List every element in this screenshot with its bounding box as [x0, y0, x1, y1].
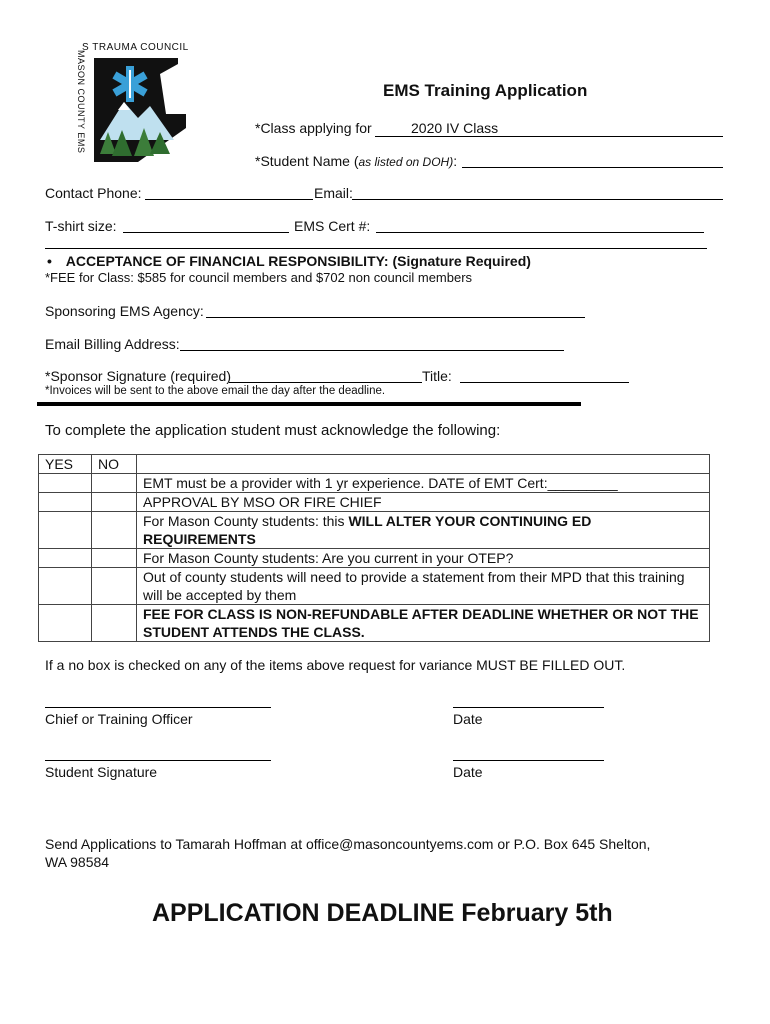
student-name-row	[255, 153, 457, 169]
student-signature-label: Student Signature	[45, 764, 158, 780]
no-checkbox[interactable]	[92, 605, 137, 642]
table-row	[39, 549, 710, 568]
sponsor-signature-label: *Sponsor Signature (required)	[45, 368, 231, 384]
acknowledge-intro: To complete the application student must acknowledge the following:	[45, 422, 501, 439]
row-text: FEE FOR CLASS IS NON-REFUNDABLE AFTER DEADLINE WHETHER OR NOT THE STUDENT ATTENDS THE CLASS.	[137, 605, 710, 642]
yes-checkbox[interactable]	[39, 549, 92, 568]
class-applying-row	[255, 120, 372, 136]
yes-checkbox[interactable]	[39, 568, 92, 605]
email-field[interactable]	[352, 199, 723, 200]
class-applying-field[interactable]	[375, 120, 723, 137]
sponsoring-agency-field[interactable]	[206, 317, 585, 318]
page-title: EMS Training Application	[383, 81, 588, 100]
col-item-header	[137, 455, 710, 474]
no-checkbox[interactable]	[92, 549, 137, 568]
sponsoring-agency-label: Sponsoring EMS Agency:	[45, 303, 204, 319]
yes-checkbox[interactable]	[39, 493, 92, 512]
table-row	[39, 493, 710, 512]
council-logo	[76, 42, 189, 164]
student-date-label: Date	[453, 764, 483, 780]
no-checkbox[interactable]	[92, 474, 137, 493]
financial-heading: ACCEPTANCE OF FINANCIAL RESPONSIBILITY: (Signature Required)	[65, 253, 531, 269]
table-row	[39, 512, 710, 549]
ems-cert-label: EMS Cert #:	[294, 218, 371, 234]
chief-date-label: Date	[453, 711, 483, 727]
yes-checkbox[interactable]	[39, 474, 92, 493]
student-date-field[interactable]	[453, 760, 604, 761]
logo-side-text: MASON COUNTY EMS	[76, 50, 86, 154]
contact-phone-label: Contact Phone:	[45, 185, 142, 201]
table-row	[39, 568, 710, 605]
divider-line	[45, 248, 707, 249]
row-text: For Mason County students: Are you current in your OTEP?	[137, 549, 710, 568]
col-yes-header: YES	[39, 455, 92, 474]
col-no-header: NO	[92, 455, 137, 474]
invoice-note: *Invoices will be sent to the above email the day after the deadline.	[45, 385, 386, 397]
no-checkbox[interactable]	[92, 568, 137, 605]
sponsor-title-label: Title:	[422, 368, 452, 384]
sponsor-title-field[interactable]	[460, 382, 629, 383]
no-checkbox[interactable]	[92, 512, 137, 549]
email-label: Email:	[314, 185, 353, 201]
ems-cert-field[interactable]	[376, 232, 704, 233]
variance-note: If a no box is checked on any of the items above request for variance MUST BE FILLED OUT.	[45, 657, 626, 673]
yes-checkbox[interactable]	[39, 512, 92, 549]
student-name-hint: as listed on DOH)	[358, 155, 454, 169]
chief-date-field[interactable]	[453, 707, 604, 708]
student-name-label: *Student Name (	[255, 153, 359, 169]
tshirt-field[interactable]	[123, 232, 289, 233]
financial-heading-row	[47, 253, 531, 269]
table-row	[39, 474, 710, 493]
row-text: Out of county students will need to provide a statement from their MPD that this training will be accepted by them	[137, 568, 710, 605]
class-applying-value: 2020 IV Class	[411, 120, 499, 136]
application-deadline: APPLICATION DEADLINE February 5th	[152, 899, 613, 927]
no-checkbox[interactable]	[92, 493, 137, 512]
emt-cert-date-field[interactable]: _________	[547, 475, 618, 491]
billing-address-field[interactable]	[180, 350, 564, 351]
contact-phone-field[interactable]	[145, 199, 313, 200]
tshirt-label: T-shirt size:	[45, 218, 117, 234]
send-applications-line2: WA 98584	[45, 854, 110, 870]
chief-signature-label: Chief or Training Officer	[45, 711, 193, 727]
sponsor-signature-field[interactable]	[229, 382, 422, 383]
table-header-row	[39, 455, 710, 474]
table-row	[39, 605, 710, 642]
send-applications-line1: Send Applications to Tamarah Hoffman at office@masoncountyems.com or P.O. Box 645 Shelton,	[45, 836, 651, 852]
student-name-field[interactable]	[462, 167, 723, 168]
class-applying-label: *Class applying for	[255, 120, 372, 136]
student-name-colon: :	[453, 153, 458, 169]
chief-signature-field[interactable]	[45, 707, 271, 708]
row-text: APPROVAL BY MSO OR FIRE CHIEF	[137, 493, 710, 512]
billing-address-label: Email Billing Address:	[45, 336, 180, 352]
star-of-life-mountain-icon	[78, 44, 186, 164]
section-rule	[37, 402, 581, 406]
student-signature-field[interactable]	[45, 760, 271, 761]
logo-arc-text: S TRAUMA COUNCIL	[82, 42, 189, 53]
fee-line: *FEE for Class: $585 for council members and $702 non council members	[45, 270, 473, 285]
yes-checkbox[interactable]	[39, 605, 92, 642]
row-text: For Mason County students: this WILL ALTER YOUR CONTINUING ED REQUIREMENTS	[137, 512, 710, 549]
acknowledge-table	[38, 454, 710, 642]
row-text: EMT must be a provider with 1 yr experience. DATE of EMT Cert:_________	[137, 474, 710, 493]
bullet: •	[47, 253, 52, 269]
